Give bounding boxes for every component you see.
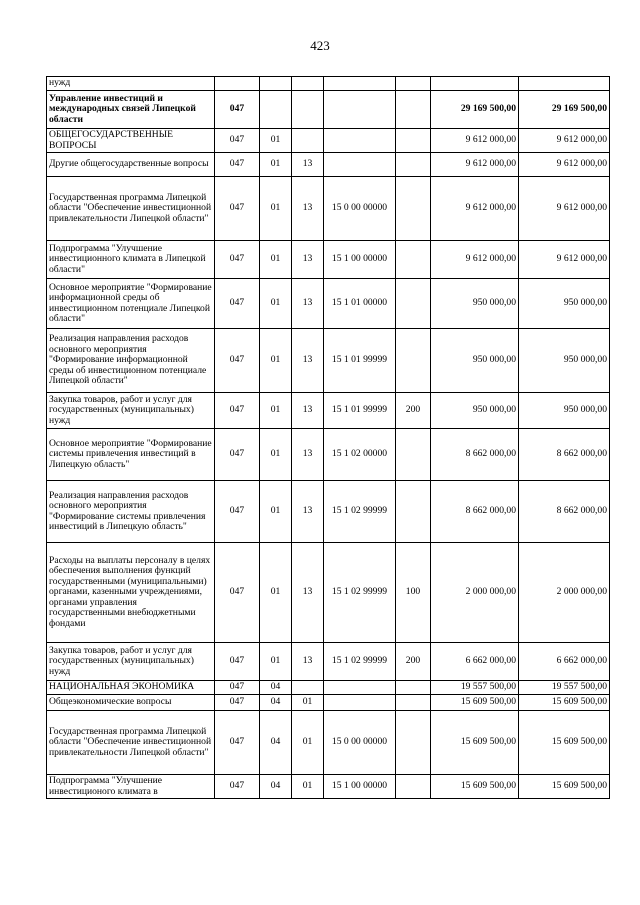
target-article-code: 15 1 02 99999 — [324, 543, 396, 643]
ministry-code: 047 — [215, 129, 260, 153]
table-row — [47, 91, 610, 129]
expense-type-code: 200 — [396, 643, 431, 681]
subsection-code: 13 — [292, 279, 324, 329]
ministry-code: 047 — [215, 279, 260, 329]
row-name: Государственная программа Липецкой области "Обеспечение инвестиционной привлекательности Липецкой области" — [47, 711, 215, 775]
table-row — [47, 481, 610, 543]
amount-year-2: 9 612 000,00 — [519, 129, 610, 153]
subsection-code: 13 — [292, 429, 324, 481]
amount-year-1: 9 612 000,00 — [431, 129, 519, 153]
table-row — [47, 129, 610, 153]
section-code: 04 — [260, 711, 292, 775]
subsection-code: 01 — [292, 711, 324, 775]
subsection-code: 13 — [292, 177, 324, 241]
table-row — [47, 177, 610, 241]
ministry-code: 047 — [215, 543, 260, 643]
expense-type-code — [396, 775, 431, 799]
amount-year-2: 8 662 000,00 — [519, 429, 610, 481]
target-article-code — [324, 129, 396, 153]
section-code: 01 — [260, 241, 292, 279]
subsection-code: 01 — [292, 775, 324, 799]
ministry-code: 047 — [215, 153, 260, 177]
section-code: 01 — [260, 153, 292, 177]
amount-year-2: 950 000,00 — [519, 329, 610, 393]
target-article-code: 15 1 02 00000 — [324, 429, 396, 481]
ministry-code: 047 — [215, 681, 260, 695]
row-name: Общеэкономические вопросы — [47, 695, 215, 711]
row-name: Государственная программа Липецкой области "Обеспечение инвестиционной привлекательности Липецкой области" — [47, 177, 215, 241]
row-name: НАЦИОНАЛЬНАЯ ЭКОНОМИКА — [47, 681, 215, 695]
amount-year-1: 8 662 000,00 — [431, 481, 519, 543]
table-row — [47, 543, 610, 643]
row-name: Закупка товаров, работ и услуг для государственных (муниципальных) нужд — [47, 643, 215, 681]
expense-type-code — [396, 329, 431, 393]
row-name: Расходы на выплаты персоналу в целях обеспечения выполнения функций государственными (муниципальными) органами, казенными учреждениями, органами управления государственными внебюджетными фондами — [47, 543, 215, 643]
section-code — [260, 91, 292, 129]
section-code: 01 — [260, 177, 292, 241]
target-article-code: 15 0 00 00000 — [324, 711, 396, 775]
section-code: 01 — [260, 129, 292, 153]
amount-year-2: 9 612 000,00 — [519, 241, 610, 279]
table-row — [47, 711, 610, 775]
page-number: 423 — [310, 38, 330, 53]
subsection-code: 13 — [292, 153, 324, 177]
expense-type-code — [396, 711, 431, 775]
subsection-code: 01 — [292, 695, 324, 711]
subsection-code: 13 — [292, 393, 324, 429]
section-code: 01 — [260, 329, 292, 393]
target-article-code — [324, 153, 396, 177]
amount-year-1: 19 557 500,00 — [431, 681, 519, 695]
subsection-code: 13 — [292, 329, 324, 393]
subsection-code: 13 — [292, 481, 324, 543]
expense-type-code — [396, 481, 431, 543]
section-code — [260, 77, 292, 91]
table-row — [47, 153, 610, 177]
section-code: 04 — [260, 695, 292, 711]
table-row — [47, 643, 610, 681]
amount-year-1: 8 662 000,00 — [431, 429, 519, 481]
ministry-code: 047 — [215, 329, 260, 393]
amount-year-2: 29 169 500,00 — [519, 91, 610, 129]
row-name: Подпрограмма "Улучшение инвестиционого климата в — [47, 775, 215, 799]
row-name: Управление инвестиций и международных связей Липецкой области — [47, 91, 215, 129]
row-name: Подпрограмма "Улучшение инвестиционного климата в Липецкой области" — [47, 241, 215, 279]
row-name: Закупка товаров, работ и услуг для государственных (муниципальных) нужд — [47, 393, 215, 429]
target-article-code: 15 1 02 99999 — [324, 643, 396, 681]
section-code: 01 — [260, 481, 292, 543]
row-name: Реализация направления расходов основного мероприятия "Формирование информационной среды об инвестиционном потенциале Липецкой области" — [47, 329, 215, 393]
target-article-code: 15 1 02 99999 — [324, 481, 396, 543]
row-name: ОБЩЕГОСУДАРСТВЕННЫЕ ВОПРОСЫ — [47, 129, 215, 153]
amount-year-1: 9 612 000,00 — [431, 177, 519, 241]
row-name: нужд — [47, 77, 215, 91]
table-row — [47, 241, 610, 279]
amount-year-2: 15 609 500,00 — [519, 711, 610, 775]
target-article-code: 15 1 01 99999 — [324, 393, 396, 429]
subsection-code: 13 — [292, 241, 324, 279]
subsection-code — [292, 129, 324, 153]
target-article-code — [324, 91, 396, 129]
amount-year-2: 9 612 000,00 — [519, 153, 610, 177]
expense-type-code — [396, 681, 431, 695]
table-row — [47, 429, 610, 481]
target-article-code: 15 1 01 00000 — [324, 279, 396, 329]
ministry-code: 047 — [215, 241, 260, 279]
ministry-code: 047 — [215, 91, 260, 129]
amount-year-1: 2 000 000,00 — [431, 543, 519, 643]
target-article-code: 15 1 00 00000 — [324, 241, 396, 279]
target-article-code: 15 1 00 00000 — [324, 775, 396, 799]
amount-year-2: 19 557 500,00 — [519, 681, 610, 695]
amount-year-2: 15 609 500,00 — [519, 695, 610, 711]
target-article-code — [324, 695, 396, 711]
amount-year-1 — [431, 77, 519, 91]
ministry-code: 047 — [215, 775, 260, 799]
section-code: 01 — [260, 279, 292, 329]
row-name: Реализация направления расходов основного мероприятия "Формирование системы привлечения инвестиций в Липецкую область" — [47, 481, 215, 543]
subsection-code — [292, 681, 324, 695]
target-article-code — [324, 77, 396, 91]
amount-year-2: 15 609 500,00 — [519, 775, 610, 799]
expense-type-code: 200 — [396, 393, 431, 429]
expense-type-code — [396, 177, 431, 241]
row-name: Основное мероприятие "Формирование информационной среды об инвестиционном потенциале Липецкой области" — [47, 279, 215, 329]
expense-type-code — [396, 429, 431, 481]
amount-year-2: 6 662 000,00 — [519, 643, 610, 681]
table-row — [47, 393, 610, 429]
subsection-code — [292, 77, 324, 91]
target-article-code: 15 0 00 00000 — [324, 177, 396, 241]
section-code: 01 — [260, 543, 292, 643]
ministry-code: 047 — [215, 429, 260, 481]
table-row — [47, 77, 610, 91]
amount-year-2: 8 662 000,00 — [519, 481, 610, 543]
amount-year-2: 2 000 000,00 — [519, 543, 610, 643]
amount-year-1: 29 169 500,00 — [431, 91, 519, 129]
ministry-code: 047 — [215, 393, 260, 429]
amount-year-1: 15 609 500,00 — [431, 775, 519, 799]
amount-year-2: 9 612 000,00 — [519, 177, 610, 241]
budget-table — [46, 76, 610, 799]
amount-year-1: 950 000,00 — [431, 279, 519, 329]
subsection-code: 13 — [292, 543, 324, 643]
expense-type-code — [396, 153, 431, 177]
amount-year-1: 950 000,00 — [431, 393, 519, 429]
expense-type-code — [396, 695, 431, 711]
table-row — [47, 279, 610, 329]
expense-type-code — [396, 129, 431, 153]
target-article-code — [324, 681, 396, 695]
amount-year-2 — [519, 77, 610, 91]
amount-year-1: 9 612 000,00 — [431, 241, 519, 279]
ministry-code: 047 — [215, 177, 260, 241]
amount-year-1: 15 609 500,00 — [431, 695, 519, 711]
subsection-code — [292, 91, 324, 129]
target-article-code: 15 1 01 99999 — [324, 329, 396, 393]
ministry-code — [215, 77, 260, 91]
section-code: 01 — [260, 429, 292, 481]
amount-year-2: 950 000,00 — [519, 393, 610, 429]
table-row — [47, 329, 610, 393]
amount-year-1: 6 662 000,00 — [431, 643, 519, 681]
subsection-code: 13 — [292, 643, 324, 681]
amount-year-2: 950 000,00 — [519, 279, 610, 329]
expense-type-code: 100 — [396, 543, 431, 643]
ministry-code: 047 — [215, 711, 260, 775]
expense-type-code — [396, 91, 431, 129]
amount-year-1: 15 609 500,00 — [431, 711, 519, 775]
ministry-code: 047 — [215, 481, 260, 543]
section-code: 04 — [260, 775, 292, 799]
expense-type-code — [396, 279, 431, 329]
amount-year-1: 9 612 000,00 — [431, 153, 519, 177]
budget-table-body — [47, 77, 610, 799]
table-row — [47, 695, 610, 711]
expense-type-code — [396, 77, 431, 91]
ministry-code: 047 — [215, 695, 260, 711]
table-row — [47, 681, 610, 695]
row-name: Другие общегосударственные вопросы — [47, 153, 215, 177]
section-code: 04 — [260, 681, 292, 695]
section-code: 01 — [260, 393, 292, 429]
section-code: 01 — [260, 643, 292, 681]
table-row — [47, 775, 610, 799]
row-name: Основное мероприятие "Формирование системы привлечения инвестиций в Липецкую область" — [47, 429, 215, 481]
amount-year-1: 950 000,00 — [431, 329, 519, 393]
expense-type-code — [396, 241, 431, 279]
ministry-code: 047 — [215, 643, 260, 681]
